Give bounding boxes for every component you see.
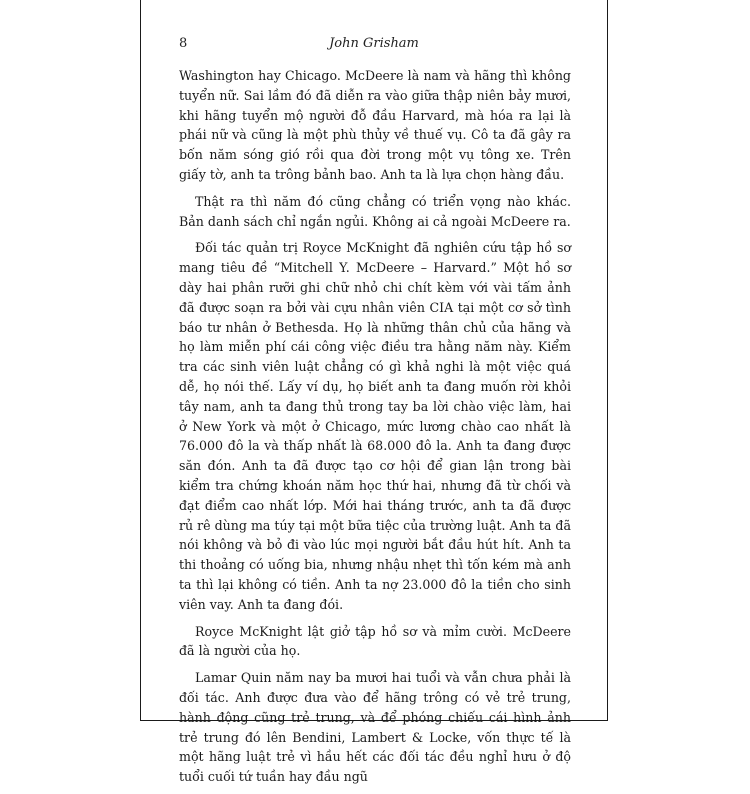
paragraph: Thật ra thì năm đó cũng chẳng có triển vọng nào khác. Bản danh sách chỉ ngắn ngủi. Không ai cả ngoài McDeere ra. bbox=[179, 193, 571, 229]
body-text bbox=[179, 66, 571, 794]
book-page bbox=[140, 0, 608, 785]
page-header bbox=[179, 36, 569, 56]
paragraph: Washington hay Chicago. McDeere là nam và hãng thì không tuyển nữ. Sai lầm đó đã diễn ra vào giữa thập niên bảy mươi, khi hãng tuyển mộ người đỗ đầu Harvard, mà hóa ra lại là phái nữ và cũng là một phù thủy về thuế vụ. Cô ta đã gây ra bốn năm sóng gió rồi qua đời trong một vụ tông xe. Trên giấy tờ, anh ta trông bảnh bao. Anh ta là lựa chọn hàng đầu. bbox=[179, 68, 571, 182]
paragraph: Lamar Quin năm nay ba mươi hai tuổi và vẫn chưa phải là đối tác. Anh được đưa vào để hãng trông có vẻ trẻ trung, hành động cũng trẻ trung, và để phóng chiếu cái hình ảnh trẻ trung đó lên Bendini, Lambert & Locke, vốn thực tế là một hãng luật trẻ vì hầu hết các đối tác đều nghỉ hưu ở độ tuổi cuối tứ tuần hay đầu ngũ bbox=[179, 670, 571, 785]
paragraph: Đối tác quản trị Royce McKnight đã nghiên cứu tập hồ sơ mang tiêu đề “Mitchell Y. McDeere – Harvard.” Một hồ sơ dày hai phân rưỡi ghi chữ nhỏ chi chít kèm với vài tấm ảnh đã được soạn ra bởi vài cựu nhân viên CIA tại một cơ sở tình báo tư nhân ở Bethesda. Họ là những thân chủ của hãng và họ làm miễn phí cái công việc điều tra hằng năm này. Kiểm tra các sinh viên luật chẳng có gì khả nghi là một việc quá dễ, họ nói thế. Lấy ví dụ, họ biết anh ta đang muốn rời khỏi tây nam, anh ta đang thủ trong tay ba lời chào việc làm, hai ở New York và một ở Chicago, mức lương chào cao nhất là 76.000 đô la và thấp nhất là 68.000 đô la. Anh ta đang được săn đón. Anh ta đã được tạo cơ hội để gian lận trong bài kiểm tra chứng khoán năm học thứ hai, nhưng đã từ chối và đạt điểm cao nhất lớp. Mới hai tháng trước, anh ta đã được rủ rê dùng ma túy tại một bữa tiệc của trường luật. Anh ta đã nói không và bỏ đi vào lúc mọi người bắt đầu hút hít. Anh ta thi thoảng có uống bia, nhưng nhậu nhẹt thì tốn kém mà anh ta thì lại không có tiền. Anh ta nợ 23.000 đô la tiền cho sinh viên vay. Anh ta đang đói. bbox=[179, 240, 571, 612]
paragraph: Royce McKnight lật giở tập hồ sơ và mỉm cười. McDeere đã là người của họ. bbox=[179, 623, 571, 659]
page-number: 8 bbox=[179, 36, 188, 51]
running-title: John Grisham bbox=[329, 36, 419, 51]
